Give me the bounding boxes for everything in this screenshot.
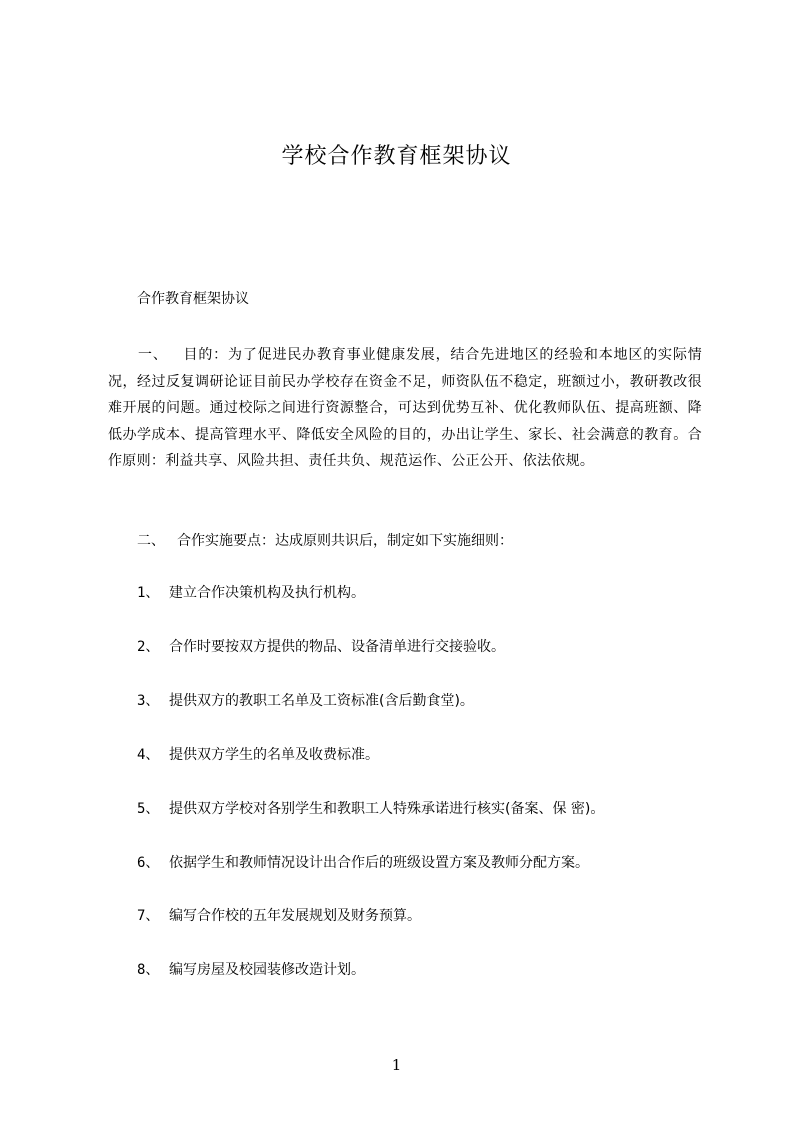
section-1-text: 目的：为了促进民办教育事业健康发展，结合先进地区的经验和本地区的实际情况，经过反复调研论证目前民办学校存在资金不足，师资队伍不稳定，班额过小，教研教改很难开展的问题。通过校际之间进行资源整合，可达到优势互补、优化教师队伍、提高班额、降低办学成本、提高管理水平、降低安全风险的目的，办出让学生、家长、社会满意的教育。合作原则：利益共享、风险共担、责任共负、规范运作、公正公开、依法依规。: [108, 347, 702, 469]
document-title: 学校合作教育框架协议: [281, 144, 512, 169]
list-item-text: 合作时要按双方提供的物品、设备清单进行交接验收。: [169, 639, 505, 655]
list-item-number: 5、: [137, 801, 160, 817]
section-1-number: 一、: [138, 347, 168, 363]
list-item-text: 编写房屋及校园装修改造计划。: [169, 962, 365, 978]
page-number: 1: [391, 1056, 402, 1074]
list-item-text: 建立合作决策机构及执行机构。: [169, 585, 365, 601]
list-item: [137, 796, 604, 822]
list-item-text: 提供双方学生的名单及收费标准。: [169, 747, 379, 763]
list-item-text: 编写合作校的五年发展规划及财务预算。: [169, 908, 421, 924]
list-item-text: 提供双方的教职工名单及工资标准(含后勤食堂)。: [169, 693, 474, 709]
list-item-text: 依据学生和教师情况设计出合作后的班级设置方案及教师分配方案。: [169, 855, 589, 871]
section-2-number: 二、: [137, 533, 165, 549]
list-item: [137, 634, 505, 660]
list-item: [137, 957, 365, 983]
list-item: [137, 850, 589, 876]
list-item-number: 6、: [137, 855, 160, 871]
list-item: [137, 903, 421, 929]
list-item: [137, 580, 365, 606]
section-2-text: 合作实施要点：达成原则共识后，制定如下实施细则：: [177, 533, 513, 549]
list-item-number: 7、: [137, 908, 160, 924]
section-2-heading: [137, 528, 513, 554]
list-item-number: 1、: [137, 585, 160, 601]
list-item-number: 4、: [137, 747, 160, 763]
list-item-text: 提供双方学校对各别学生和教职工人特殊承诺进行核实(备案、保 密)。: [169, 801, 605, 817]
list-item-number: 3、: [137, 693, 160, 709]
list-item: [137, 742, 379, 768]
section-1-paragraph: [108, 342, 702, 475]
document-subtitle: 合作教育框架协议: [137, 291, 249, 307]
list-item-number: 2、: [137, 639, 160, 655]
list-item-number: 8、: [137, 962, 160, 978]
list-item: [137, 688, 474, 714]
